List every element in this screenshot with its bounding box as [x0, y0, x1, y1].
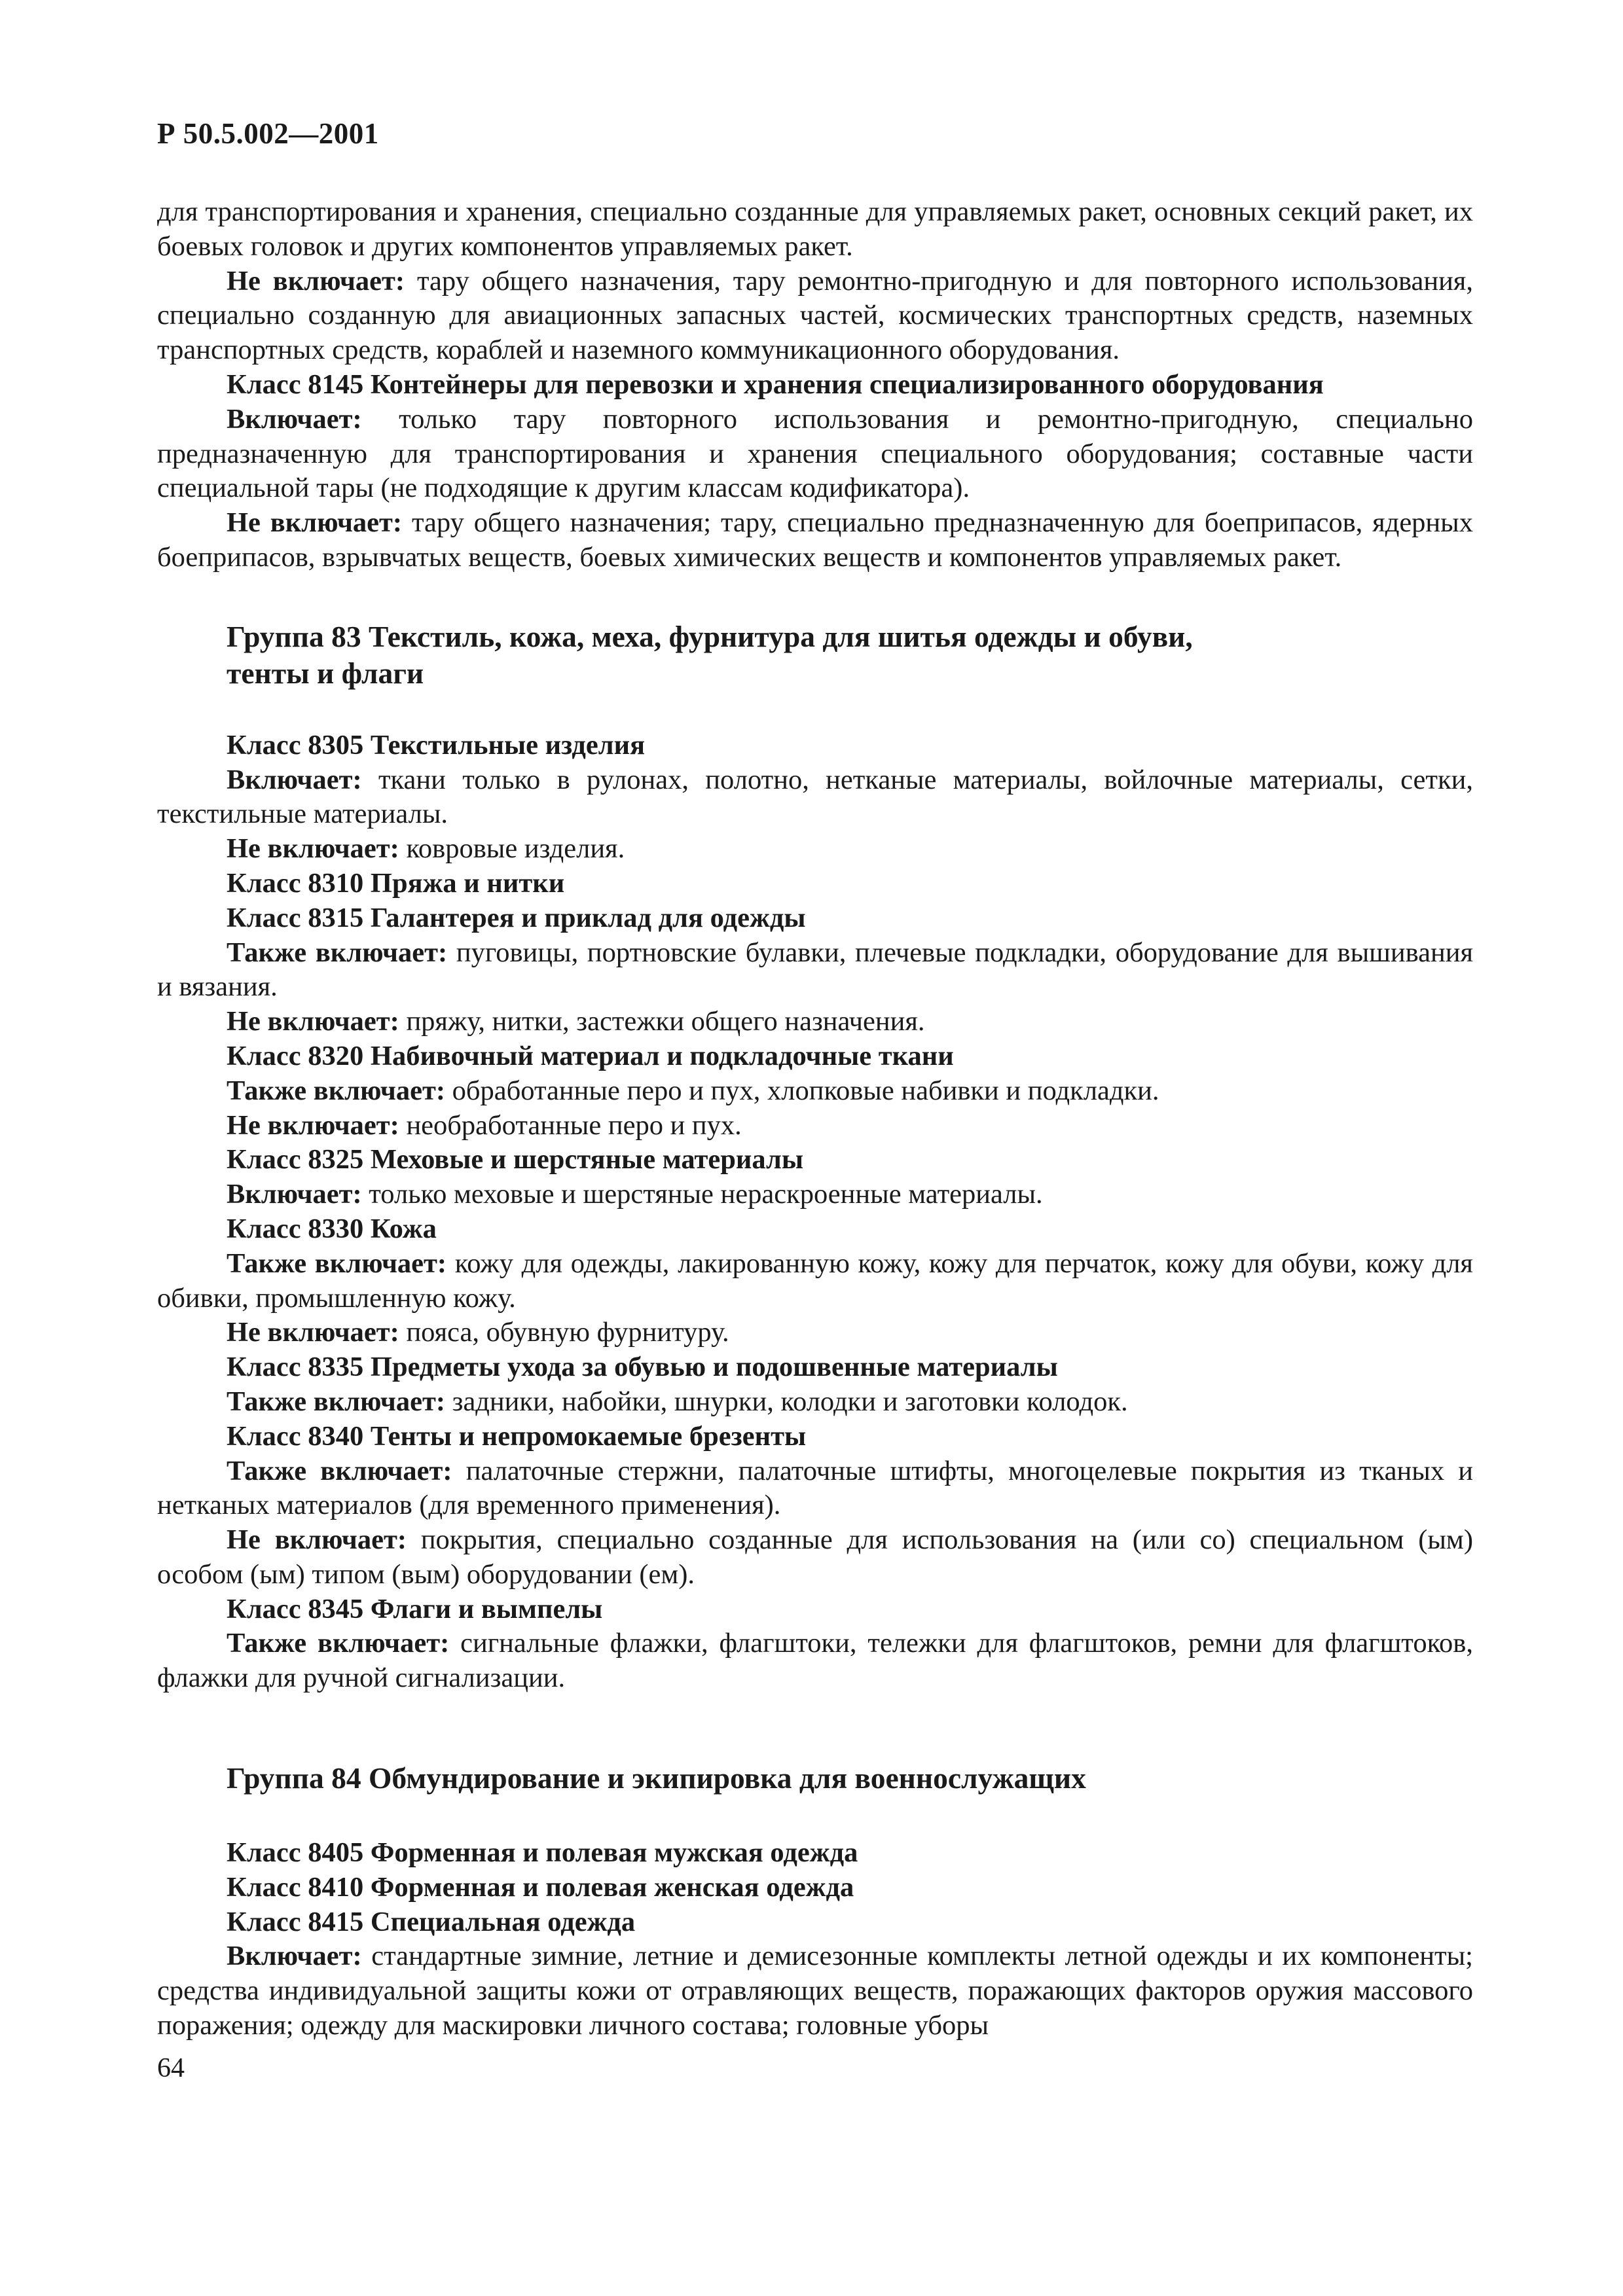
- paragraph: [157, 264, 1473, 368]
- paragraph: [157, 832, 1473, 867]
- term-text: только тару повторного использования и ремонтно-пригодную, специально предназначенную для транспортирования и хранения специального оборудования; составные части специальной тары (не подходящие к другим классам кодификатора).: [157, 403, 1473, 504]
- term-text: ковровые изделия.: [399, 833, 625, 865]
- class-heading: Класс 8335 Предметы ухода за обувью и подошвенные материалы: [227, 1352, 1058, 1383]
- paragraph: [157, 936, 1473, 1005]
- term-text: тару общего назначения, тару ремонтно-пригодную и для повторного использования, специально созданную для авиационных запасных частей, космических транспортных средств, наземных транспортных средств, кораблей и наземного коммуникационного оборудования.: [157, 265, 1473, 366]
- class-heading: Класс 8405 Форменная и полевая мужская одежда: [227, 1837, 858, 1869]
- paragraph: [157, 1939, 1473, 2043]
- paragraph: [157, 1177, 1473, 1212]
- paragraph: [157, 763, 1473, 833]
- term-label: Также включает:: [227, 1247, 447, 1279]
- class-heading: Класс 8410 Форменная и полевая женская одежда: [227, 1871, 854, 1903]
- term-label: Включает:: [227, 1941, 362, 1972]
- paragraph: [157, 1385, 1473, 1420]
- term-label: Не включает:: [227, 833, 399, 865]
- paragraph: [157, 1109, 1473, 1143]
- term-label: Не включает:: [227, 265, 405, 296]
- page-number: 64: [157, 2053, 185, 2083]
- term-label: Не включает:: [227, 1006, 399, 1037]
- class-heading: Класс 8340 Тенты и непромокаемые брезенты: [227, 1420, 807, 1452]
- term-text: ткани только в рулонах, полотно, нетканые материалы, войлочные материалы, сетки, текстильные материалы.: [157, 764, 1473, 830]
- term-text: тару общего назначения; тару, специально предназначенную для боеприпасов, ядерных боеприпасов, взрывчатых веществ, боевых химических веществ и компонентов управляемых ракет.: [157, 507, 1473, 573]
- document-body: [157, 195, 1473, 2043]
- class-heading: Класс 8330 Кожа: [227, 1213, 437, 1244]
- term-text: пряжу, нитки, застежки общего назначения.: [399, 1006, 925, 1037]
- term-label: Не включает:: [227, 507, 403, 539]
- term-text: пуговицы, портновские булавки, плечевые подкладки, оборудование для вышивания и вязания.: [157, 937, 1474, 1003]
- class-heading: Класс 8345 Флаги и вымпелы: [227, 1593, 603, 1624]
- paragraph: [157, 1316, 1473, 1350]
- term-label: Включает:: [227, 403, 362, 435]
- paragraph: [157, 1074, 1473, 1109]
- term-text: покрытия, специально созданные для использования на (или со) специальном (ым) особом (ым) типом (вым) оборудовании (ем).: [157, 1524, 1473, 1590]
- paragraph: [157, 1454, 1473, 1524]
- paragraph: [157, 1626, 1473, 1696]
- term-text: задники, набойки, шнурки, колодки и заготовки колодок.: [445, 1386, 1128, 1417]
- class-heading: Класс 8145 Контейнеры для перевозки и хранения специализированного оборудования: [227, 368, 1324, 400]
- term-label: Не включает:: [227, 1109, 399, 1141]
- term-label: Включает:: [227, 1179, 362, 1210]
- term-text: сигнальные флажки, флагштоки, тележки для флагштоков, ремни для флагштоков, флажки для ручной сигнализации.: [157, 1628, 1473, 1694]
- term-label: Также включает:: [227, 1386, 446, 1417]
- class-heading: Класс 8305 Текстильные изделия: [227, 729, 646, 761]
- term-label: Также включает:: [227, 1075, 446, 1106]
- term-text: обработанные перо и пух, хлопковые набивки и подкладки.: [445, 1075, 1159, 1106]
- class-heading: Класс 8415 Специальная одежда: [227, 1906, 636, 1937]
- paragraph: [157, 506, 1473, 575]
- term-text: пояса, обувную фурнитуру.: [399, 1317, 729, 1348]
- paragraph: для транспортирования и хранения, специально созданные для управляемых ракет, основных секций ракет, их боевых головок и других компонентов управляемых ракет.: [157, 196, 1473, 262]
- term-text: палаточные стержни, палаточные штифты, многоцелевые покрытия из тканых и нетканых материалов (для временного применения).: [157, 1455, 1473, 1521]
- paragraph: [157, 403, 1473, 506]
- term-text: только меховые и шерстяные нераскроенные материалы.: [361, 1179, 1043, 1210]
- term-text: необработанные перо и пух.: [399, 1109, 742, 1141]
- term-text: кожу для одежды, лакированную кожу, кожу для перчаток, кожу для обуви, кожу для обивки, промышленную кожу.: [157, 1247, 1473, 1314]
- term-label: Не включает:: [227, 1317, 399, 1348]
- paragraph: [157, 1523, 1473, 1592]
- group-heading: тенты и флаги: [227, 656, 424, 690]
- term-text: стандартные зимние, летние и демисезонные комплекты летной одежды и их компоненты; средства индивидуальной защиты кожи от отравляющих веществ, поражающих факторов оружия массового поражения; одежду для маскировки личного состава; головные уборы: [157, 1941, 1473, 2041]
- class-heading: Класс 8310 Пряжа и нитки: [227, 867, 565, 899]
- term-label: Также включает:: [227, 1628, 450, 1659]
- document-code-header: Р 50.5.002—2001: [157, 117, 379, 150]
- term-label: Также включает:: [227, 937, 448, 968]
- paragraph: [157, 1247, 1473, 1316]
- term-label: Включает:: [227, 764, 362, 795]
- group-heading: Группа 84 Обмундирование и экипировка для военнослужащих: [227, 1761, 1086, 1795]
- class-heading: Класс 8320 Набивочный материал и подкладочные ткани: [227, 1040, 954, 1071]
- group-heading: Группа 83 Текстиль, кожа, меха, фурнитура для шитья одежды и обуви,: [227, 619, 1193, 653]
- class-heading: Класс 8315 Галантерея и приклад для одежды: [227, 902, 806, 933]
- paragraph: [157, 1005, 1473, 1039]
- term-label: Не включает:: [227, 1524, 407, 1556]
- term-label: Также включает:: [227, 1455, 452, 1486]
- class-heading: Класс 8325 Меховые и шерстяные материалы: [227, 1144, 804, 1175]
